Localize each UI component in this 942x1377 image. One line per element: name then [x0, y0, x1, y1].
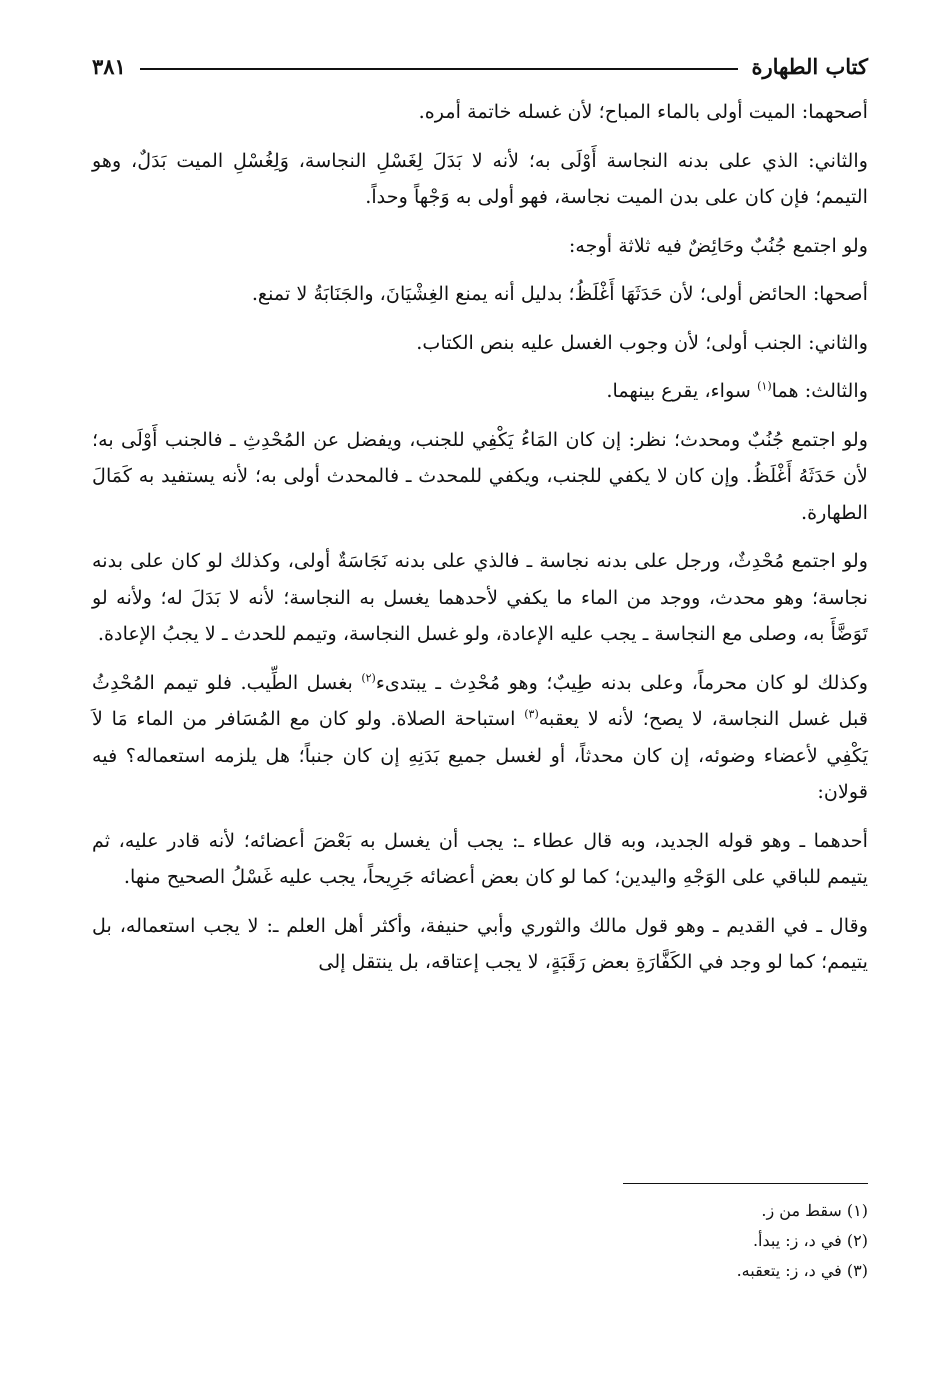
paragraph-text: والثالث: هما [771, 379, 868, 402]
footnote: (٣) في د، ز: يتعقبه. [736, 1261, 868, 1280]
footnotes [92, 1196, 868, 1286]
paragraph-text: بغسل الطِّيب. فلو تيمم المُحْدِثُ قبل غسل النجاسة، لا يصح؛ لأنه لا يعقبه [92, 670, 868, 730]
running-title: كتاب الطهارة [751, 53, 868, 79]
paragraph: والثاني: الجنب أولى؛ لأن وجوب الغسل عليه بنص الكتاب. [416, 330, 868, 354]
paragraph: أصحهما: الميت أولى بالماء المباح؛ لأن غسله خاتمة أمره. [418, 100, 868, 123]
page-number: ٣٨١ [92, 53, 126, 79]
paragraph: ولو اجتمع جُنُبٌ وحَائِضٌ فيه ثلاثة أوجه: [568, 233, 868, 257]
paragraph: والثاني: الذي على بدنه النجاسة أَوْلَى به؛ لأنه لا بَدَلَ لِغَسْلِ النجاسة، وَلِغُسْلِ الميت بَدَلٌ، وهو التيمم؛ فإن كان على بدن الميت نجاسة، فهو أولى به وَجْهاً وحداً. [92, 148, 868, 208]
paragraph: ولو اجتمع مُحْدِثٌ، ورجل على بدنه نجاسة ـ فالذي على بدنه نَجَاسَةٌ أولى، وكذلك لو كان على بدنه نجاسة؛ وهو محدث، ووجد من الماء ما يكفي لأحدهما يغسل به النجاسة؛ لأنه لا بَدَلَ له؛ ولأنه لو تَوَضَّأَ به، وصلى مع النجاسة ـ يجب عليه الإعادة، ولو غسل النجاسة، وتيمم للحدث ـ لا يجبُ الإعادة. [92, 549, 868, 645]
header-rule [140, 68, 738, 70]
paragraph: وقال ـ في القديم ـ وهو قول مالك والثوري وأبي حنيفة، وأكثر أهل العلم ـ: لا يجب استعماله، بل يتيمم؛ كما لو وجد في الكَفَّارَةِ بعض رَقَبَةٍ، لا يجب إعتاقه، بل ينتقل إلى [92, 913, 868, 973]
paragraph-text: وكذلك لو كان محرماً، وعلى بدنه طِيبٌ؛ وهو مُحْدِث ـ يبتدىء [375, 670, 868, 694]
paragraph: أصحها: الحائض أولى؛ لأن حَدَثَهَا أَغْلَظُ؛ بدليل أنه يمنع الغِشْيَانَ، والجَنَابَةُ لا تمنع. [251, 282, 868, 305]
paragraph-text: استباحة الصلاة. ولو كان مع المُسَافر من الماء مَا لاَ يَكْفِي لأعضاء وضوئه، إن كان محدثاً، أو لغسل جميع بَدَنِهِ إن كان جنباً؛ هل يلزمه استعماله؟ فيه قولان: [92, 707, 868, 803]
page-body [92, 94, 868, 981]
footnote: (١) سقط من ز. [761, 1201, 868, 1220]
footnote-ref: (٢) [361, 671, 376, 685]
book-page [92, 48, 868, 1338]
page-header [92, 48, 868, 84]
paragraph [92, 373, 868, 410]
footnote-rule [623, 1183, 868, 1184]
paragraph [92, 665, 868, 811]
footnote-ref: (٣) [524, 707, 539, 721]
footnote: (٢) في د، ز: يبدأ. [752, 1231, 868, 1250]
paragraph: أحدهما ـ وهو قوله الجديد، وبه قال عطاء ـ: يجب أن يغسل به بَعْضَ أعضائه؛ لأنه قادر عليه، ثم يتيمم للباقي على الوَجْهِ واليدين؛ كما لو كان بعض أعضائه جَرِيحاً، يجب عليه غَسْلُ الصحيح منها. [92, 828, 868, 888]
paragraph: ولو اجتمع جُنُبٌ ومحدث؛ نظر: إن كان المَاءُ يَكْفِي للجنب، ويفضل عن المُحْدِثِ ـ فالجنب أَوْلَى به؛ لأن حَدَثَهُ أَغْلَظُ. وإن كان لا يكفي للجنب، ويكفي للمحدث ـ فالمحدث أولى به؛ لأنه يستفيد به كَمَالَ الطهارة. [92, 427, 868, 524]
footnote-ref: (١) [757, 379, 772, 393]
paragraph-text: سواء، يقرع بينهما. [606, 379, 758, 402]
